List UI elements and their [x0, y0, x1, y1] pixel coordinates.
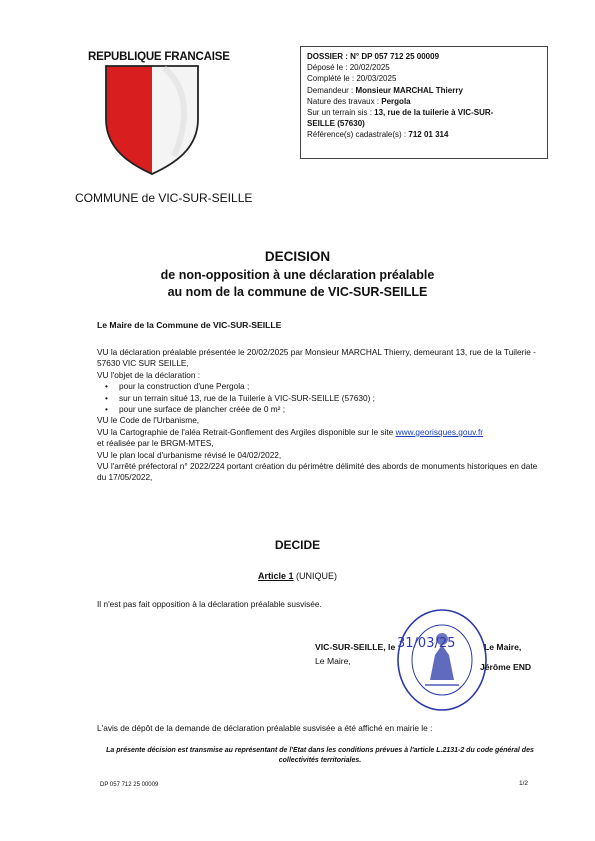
object-bullet: • pour une surface de plancher créée de 0 m² ;: [97, 404, 547, 415]
vu-plu: VU le plan local d'urbanisme révisé le 04/02/2022,: [97, 449, 282, 460]
vu-object: VU l'objet de la déclaration :: [97, 369, 201, 380]
vu-cartography: [97, 427, 547, 438]
deposit-date: Déposé le : 20/02/2025: [307, 63, 390, 73]
applicant-label: Demandeur :: [307, 85, 356, 95]
vu-cartography-cont: et réalisée par le BRGM-MTES,: [97, 438, 214, 449]
mayor-title-left: Le Maire,: [315, 656, 351, 666]
avis-depot: L'avis de dépôt de la demande de déclaration préalable susvisée a été affiché en mairie le :: [97, 723, 433, 733]
cadastral-label: Référence(s) cadastrale(s) :: [307, 130, 409, 140]
article-label: Article 1: [257, 571, 294, 581]
page-number: 1/2: [519, 780, 529, 787]
considerations-block: [97, 347, 547, 484]
decision-subtitle-2: au nom de la commune de VIC-SUR-SEILLE: [167, 285, 428, 299]
vu-cartography-text: VU la Cartographie de l'aléa Retrait-Gonflement des Argiles disponible sur le site: [97, 426, 396, 437]
vu-arrete: VU l'arrêté préfectoral n° 2022/224 portant création du périmètre délimité des abords de monuments historiques en date du 17/05/2022,: [97, 461, 538, 483]
site-address-line2: SEILLE (57630): [307, 119, 365, 129]
cadastral-ref: 712 01 314: [408, 130, 449, 140]
site-label: Sur un terrain sis :: [307, 108, 375, 118]
works-nature-label: Nature des travaux :: [307, 96, 382, 106]
completed-date: Complété le : 20/03/2025: [307, 74, 397, 84]
mairie-stamp-icon: [395, 605, 490, 715]
vu-declaration: VU la déclaration préalable présentée le 20/02/2025 par Monsieur MARCHAL Thierry, demeurant 13, rue de la Tuilerie - 57630 VIC SUR SEILLE,: [97, 347, 536, 369]
republique-heading: REPUBLIQUE FRANCAISE: [88, 51, 230, 63]
mayor-name: Jérôme END: [480, 662, 532, 672]
dossier-box: [300, 46, 548, 159]
works-nature: Pergola: [381, 96, 411, 106]
non-opposition-text: Il n'est pas fait opposition à la déclaration préalable susvisée.: [97, 599, 322, 609]
site-address: 13, rue de la tuilerie à VIC-SUR-: [374, 108, 494, 118]
vu-code: VU le Code de l'Urbanisme,: [97, 415, 200, 426]
handwritten-date: 31/03/25: [397, 636, 456, 651]
decision-subtitle-1: de non-opposition à une déclaration préalable: [160, 268, 435, 282]
commune-name: COMMUNE de VIC-SUR-SEILLE: [75, 191, 253, 205]
decision-title: DECISION: [264, 249, 331, 264]
mayor-title-right: Le Maire,: [484, 642, 522, 652]
object-bullet: • sur un terrain situé 13, rue de la Tuilerie à VIC-SUR-SEILLE (57630) ;: [97, 393, 547, 404]
footer-reference: DP 057 712 25 00009: [100, 782, 159, 788]
signature-place: VIC-SUR-SEILLE, le: [315, 642, 396, 652]
object-bullet: • pour la construction d'une Pergola ;: [97, 381, 547, 392]
commune-coat-of-arms-icon: [104, 64, 200, 176]
decide-heading: DECIDE: [274, 538, 321, 552]
article-suffix: (UNIQUE): [293, 571, 338, 581]
applicant-name: Monsieur MARCHAL Thierry: [355, 85, 463, 95]
article-heading: [0, 571, 595, 581]
dossier-number: DOSSIER : N° DP 057 712 25 00009: [307, 52, 440, 61]
legal-notice: La présente décision est transmise au représentant de l'Etat dans les conditions prévues à l'article L.2131-2 du code général des collectivités territoriales.: [106, 747, 534, 764]
mayor-heading: Le Maire de la Commune de VIC-SUR-SEILLE: [97, 320, 282, 330]
georisques-link[interactable]: www.georisques.gouv.fr: [395, 426, 484, 437]
